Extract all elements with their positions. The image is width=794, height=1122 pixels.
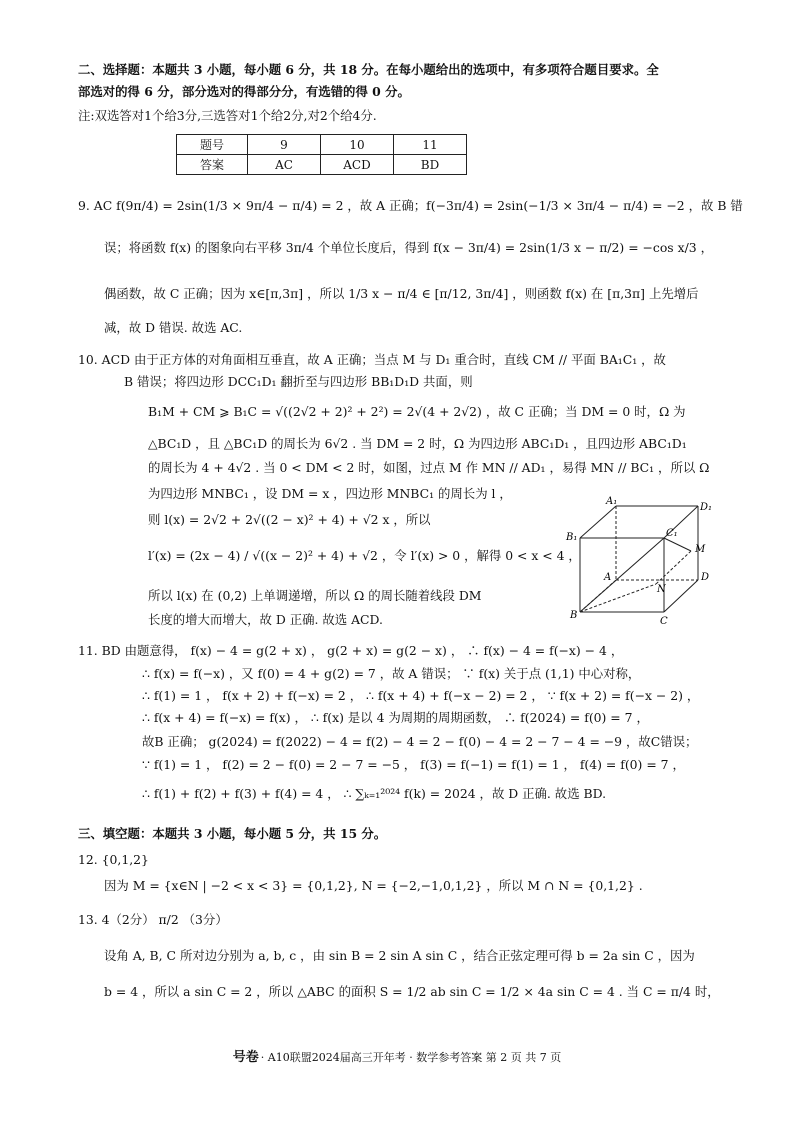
table-cell: ACD xyxy=(321,155,394,175)
page-footer xyxy=(0,1046,794,1065)
q11-line: 故B 正确； g(2024) = f(2022) − 4 = f(2) − 4 = 2 − f(0) − 4 = 2 − 7 − 4 = −9 ，故C错误； xyxy=(142,734,698,749)
q11-line: ∴ f(1) = 1 ， f(x + 2) + f(−x) = 2 ， ∴ f(x + 4) + f(−x − 2) = 2 ， ∵ f(x + 2) = f(−x − 2) ， xyxy=(142,688,700,703)
section2-note: 注:双选答对1个给3分,三选答对1个给2分,对2个给4分. xyxy=(78,108,377,123)
label-a1: A₁ xyxy=(606,496,618,507)
q10-line: l′(x) = (2x − 4) / √((x − 2)² + 4) + √2 ，令 l′(x) > 0 ，解得 0 < x < 4 ， xyxy=(148,548,581,563)
q10-line: 则 l(x) = 2√2 + 2√((2 − x)² + 4) + √2 x ，所以 xyxy=(148,512,431,527)
label-a: A xyxy=(604,572,612,583)
edge-b1-a1 xyxy=(580,506,616,538)
q12-line: 12. {0,1,2} xyxy=(78,852,149,867)
q10-line: 长度的增大而增大，故 D 正确. 故选 ACD. xyxy=(148,612,383,627)
q11-line: ∵ f(1) = 1 ， f(2) = 2 − f(0) = 2 − 7 = −5 ， f(3) = f(−1) = f(1) = 1 ， f(4) = f(0) = 7 ， xyxy=(142,757,685,772)
q9-line: 误；将函数 f(x) 的图象向右平移 3π/4 个单位长度后，得到 f(x − 3π/4) = 2sin(1/3 x − π/2) = −cos x/3 ， xyxy=(104,240,713,255)
q10-line: 10. ACD 由于正方体的对角面相互垂直，故 A 正确；当点 M 与 D₁ 重合时，直线 CM // 平面 BA₁C₁ ，故 xyxy=(78,352,666,367)
q9-line: 减，故 D 错误. 故选 AC. xyxy=(104,320,243,335)
q11-line: ∴ f(x) = f(−x) ，又 f(0) = 4 + g(2) = 7 ，故 A 错误； ∵ f(x) 关于点 (1,1) 中心对称， xyxy=(142,666,641,681)
table-cell: 10 xyxy=(321,135,394,155)
label-c1: C₁ xyxy=(666,528,678,539)
segment-b-n xyxy=(580,584,656,612)
table-cell: AC xyxy=(248,155,321,175)
label-d: D xyxy=(701,572,710,583)
label-c: C xyxy=(660,616,668,627)
edge-c-d xyxy=(664,580,698,612)
section3-heading: 三、填空题：本题共 3 小题，每小题 5 分，共 15 分。 xyxy=(78,826,387,841)
label-b1: B₁ xyxy=(566,532,578,543)
footer-logo: 号卷 xyxy=(232,1050,259,1065)
q10-line: 为四边形 MNBC₁ ，设 DM = x ，四边形 MNBC₁ 的周长为 l ， xyxy=(148,486,512,501)
footer-text: · A10联盟2024届高三开年考 · 数学参考答案 第 2 页 共 7 页 xyxy=(260,1051,562,1064)
label-n: N xyxy=(657,584,666,595)
q9-line: 9. AC f(9π/4) = 2sin(1/3 × 9π/4 − π/4) = 2 ，故 A 正确；f(−3π/4) = 2sin(−1/3 × 3π/4 − π/4) = −2 ，故 B 错 xyxy=(78,198,743,213)
section2-heading: 二、选择题：本题共 3 小题，每小题 6 分，共 18 分。在每小题给出的选项中，有多项符合题目要求。全 xyxy=(78,62,659,77)
q10-line: B 错误；将四边形 DCC₁D₁ 翻折至与四边形 BB₁D₁D 共面，则 xyxy=(124,374,473,389)
segment-b-c1 xyxy=(580,538,664,612)
q10-line: B₁M + CM ⩾ B₁C = √((2√2 + 2)² + 2²) = 2√(4 + 2√2) ，故 C 正确；当 DM = 0 时，Ω 为 xyxy=(148,404,686,419)
label-d1: D₁ xyxy=(700,502,713,513)
q13-line: 13. 4（2分） π/2 （3分） xyxy=(78,912,228,927)
cube-figure xyxy=(560,494,720,630)
section2-heading-cont: 部选对的得 6 分，部分选对的得部分分，有选错的得 0 分。 xyxy=(78,84,410,99)
q11-line: ∴ f(x + 4) = f(−x) = f(x) ， ∴ f(x) 是以 4 为周期的周期函数， ∴ f(2024) = f(0) = 7 ， xyxy=(142,710,649,725)
q9-line: 偶函数，故 C 正确；因为 x∈[π,3π] ，所以 1/3 x − π/4 ∈ [π/12, 3π/4] ，则函数 f(x) 在 [π,3π] 上先增后 xyxy=(104,286,699,301)
q10-line: △BC₁D ，且 △BC₁D 的周长为 6√2 . 当 DM = 2 时，Ω 为四边形 ABC₁D₁ ，且四边形 ABC₁D₁ xyxy=(148,436,687,451)
table-cell: 题号 xyxy=(177,135,248,155)
label-m: M xyxy=(695,544,706,555)
q12-line: 因为 M = {x∈N | −2 < x < 3} = {0,1,2}, N = {−2,−1,0,1,2} ，所以 M ∩ N = {0,1,2} . xyxy=(104,878,643,893)
table-cell: 11 xyxy=(394,135,467,155)
q10-line: 所以 l(x) 在 (0,2) 上单调递增，所以 Ω 的周长随着线段 DM xyxy=(148,588,482,603)
q11-line: ∴ f(1) + f(2) + f(3) + f(4) = 4 ， ∴ ∑ₖ₌₁²⁰²⁴ f(k) = 2024 ，故 D 正确. 故选 BD. xyxy=(142,786,607,801)
answer-table xyxy=(176,134,467,175)
q13-line: b = 4 ，所以 a sin C = 2 ，所以 △ABC 的面积 S = 1/2 ab sin C = 1/2 × 4a sin C = 4 . 当 C = π/4 时， xyxy=(104,984,720,999)
table-cell: BD xyxy=(394,155,467,175)
answer-table-row xyxy=(177,155,467,175)
q10-line: 的周长为 4 + 4√2 . 当 0 < DM < 2 时，如图，过点 M 作 MN // AD₁ ，易得 MN // BC₁ ，所以 Ω xyxy=(148,460,710,475)
segment-c1-m xyxy=(664,538,691,551)
q11-line: 11. BD 由题意得， f(x) − 4 = g(2 + x) ， g(2 + x) = g(2 − x) ， ∴ f(x) − 4 = f(−x) − 4 ， xyxy=(78,643,624,658)
table-cell: 答案 xyxy=(177,155,248,175)
label-b: B xyxy=(570,610,578,621)
table-cell: 9 xyxy=(248,135,321,155)
q13-line: 设角 A, B, C 所对边分别为 a, b, c ，由 sin B = 2 sin A sin C ，结合正弦定理可得 b = 2a sin C ，因为 xyxy=(104,948,695,963)
segment-m-n xyxy=(656,551,691,584)
answer-table-header-row xyxy=(177,135,467,155)
